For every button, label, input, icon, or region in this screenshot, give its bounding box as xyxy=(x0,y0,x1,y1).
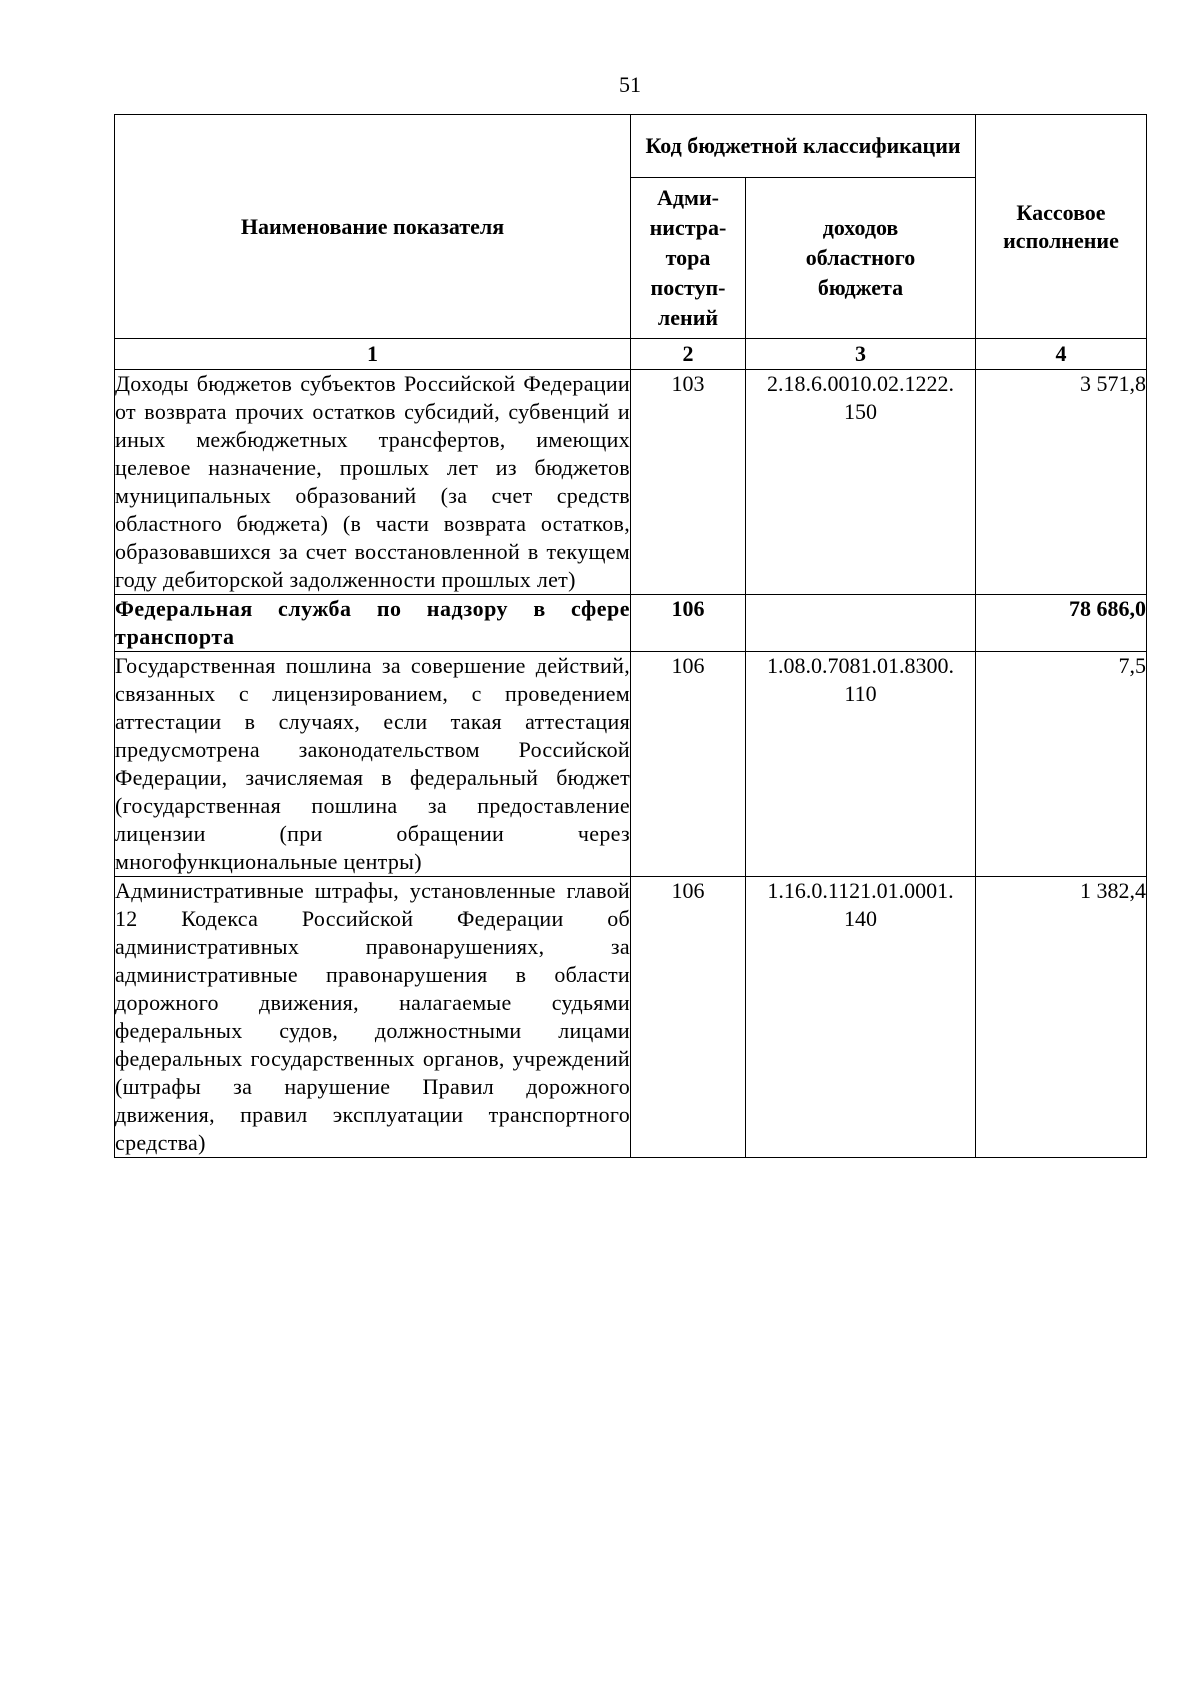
income-code xyxy=(746,877,976,1158)
page-number: 51 xyxy=(619,72,641,97)
header-revenue-administrator xyxy=(631,178,746,339)
indicator-name: Доходы бюджетов субъектов Российской Федерации от возврата прочих остатков субсидий, субвенций и иных межбюджетных трансфертов, имеющих целевое назначение, прошлых лет из бюджетов муниципальных образований (за счет средств областного бюджета) (в части возврата остатков, образовавшихся за счет восстановленной в текущем году дебиторской задолженности прошлых лет) xyxy=(115,370,631,595)
income-code-text: 1.16.0.1121.01.0001. 140 xyxy=(767,878,954,931)
income-code xyxy=(746,370,976,595)
header-budget-classification-code: Код бюджетной классификации xyxy=(631,115,976,178)
administrator-code: 106 xyxy=(631,595,746,652)
cash-execution-value: 1 382,4 xyxy=(976,877,1147,1158)
administrator-code: 106 xyxy=(631,877,746,1158)
table-row xyxy=(115,877,1147,1158)
indicator-name: Государственная пошлина за совершение действий, связанных с лицензированием, с проведением аттестации в случаях, если такая аттестация предусмотрена законодательством Российской Федерации, зачисляемая в федеральный бюджет (государственная пошлина за предоставление лицензии (при обращении через многофункциональные центры) xyxy=(115,652,631,877)
administrator-code: 106 xyxy=(631,652,746,877)
column-number: 2 xyxy=(631,339,746,370)
table-row xyxy=(115,652,1147,877)
budget-execution-table xyxy=(114,114,1147,1158)
cash-execution-value: 78 686,0 xyxy=(976,595,1147,652)
column-number: 4 xyxy=(976,339,1147,370)
table-row-section xyxy=(115,595,1147,652)
income-code xyxy=(746,595,976,652)
income-code-text: 2.18.6.0010.02.1222. 150 xyxy=(767,371,954,424)
header-cash-execution-text: Кассовое исполнение xyxy=(1003,199,1119,253)
column-number: 1 xyxy=(115,339,631,370)
income-code-text: 1.08.0.7081.01.8300. 110 xyxy=(767,653,954,706)
header-regional-budget-income xyxy=(746,178,976,339)
cash-execution-value: 3 571,8 xyxy=(976,370,1147,595)
header-cash-execution xyxy=(976,115,1147,339)
indicator-name: Федеральная служба по надзору в сфере транспорта xyxy=(115,595,631,652)
column-number: 3 xyxy=(746,339,976,370)
administrator-code: 103 xyxy=(631,370,746,595)
cash-execution-value: 7,5 xyxy=(976,652,1147,877)
table-row xyxy=(115,370,1147,595)
income-code xyxy=(746,652,976,877)
header-indicator-name: Наименование показателя xyxy=(115,115,631,339)
header-regional-budget-income-text: доходов областного бюджета xyxy=(805,215,916,300)
header-revenue-administrator-text: Адми- нистра- тора поступ- лений xyxy=(649,185,727,330)
indicator-name: Административные штрафы, установленные главой 12 Кодекса Российской Федерации об административных правонарушениях, за административные правонарушения в области дорожного движения, налагаемые судьями федеральных судов, должностными лицами федеральных государственных органов, учреждений (штрафы за нарушение Правил дорожного движения, правил эксплуатации транспортного средства) xyxy=(115,877,631,1158)
